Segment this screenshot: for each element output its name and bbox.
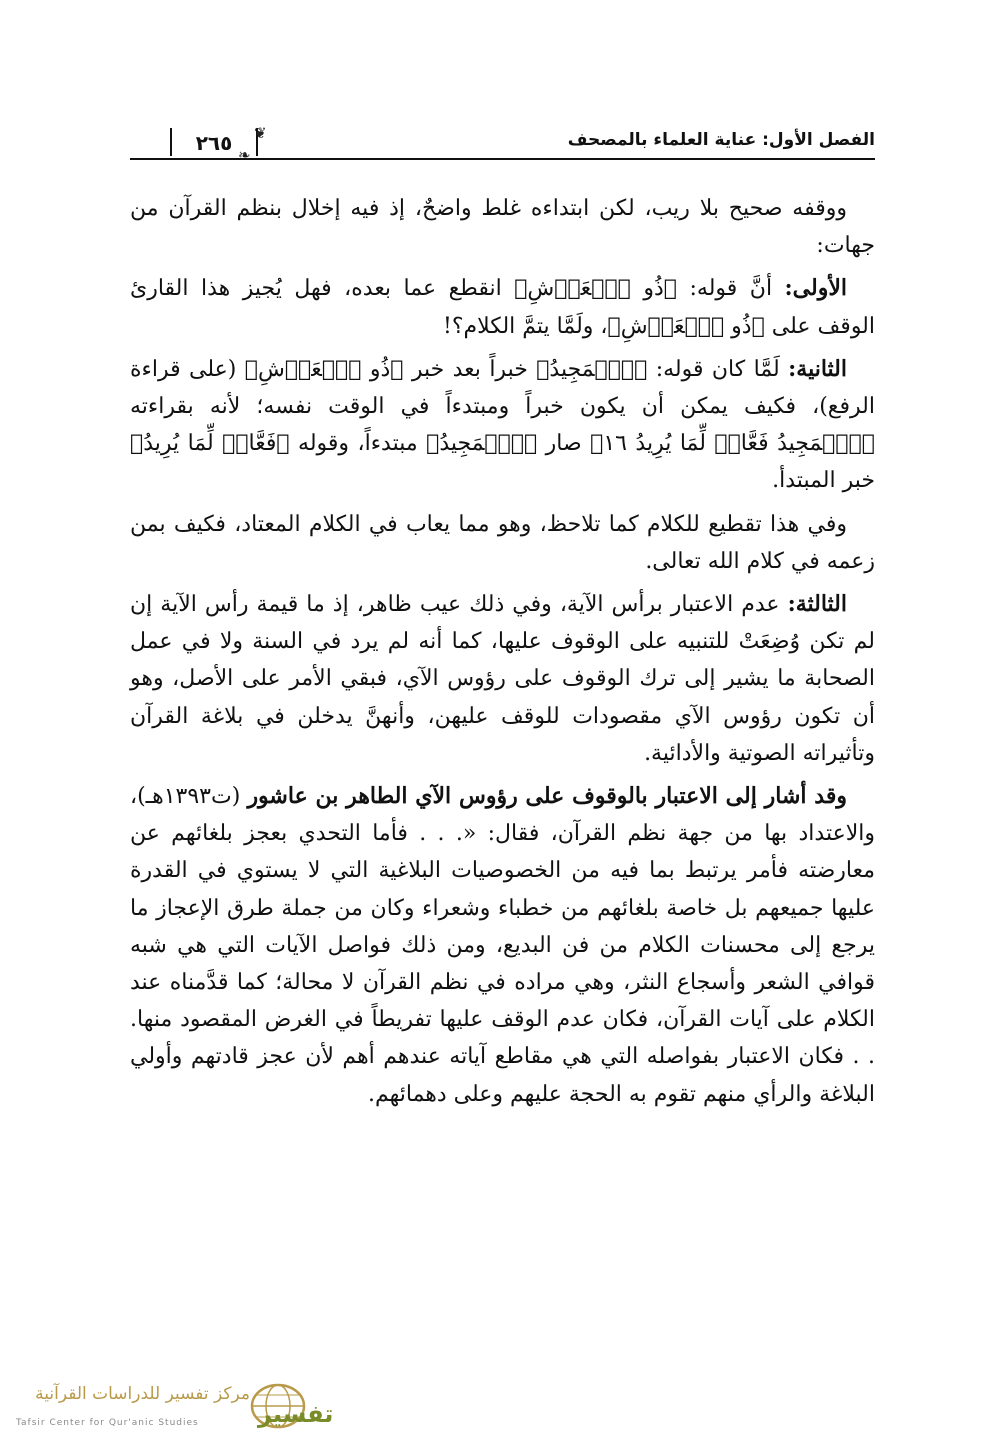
paragraph [130,270,875,344]
publisher-logo [10,1378,340,1442]
paragraph [130,351,875,500]
paragraph-lead: الثالثة: [787,591,847,618]
page-header [130,118,875,170]
paragraph-lead: الثانية: [788,355,847,382]
paragraph [130,778,875,1113]
body-text [130,190,875,1119]
paragraph [130,506,875,580]
paragraph-text: أنَّ قوله: ﴿ذُو ٱلۡعَرۡشِ﴾ انقطع عما بعده، فهل يُجيز هذا القارئ الوقف على ﴿ذُو ٱلۡعَرۡشِ﴾، ولَمَّا يتمَّ الكلام؟! [130,276,875,339]
paragraph [130,586,875,772]
paragraph-text: ووقفه صحيح بلا ريب، لكن ابتداءه غلط واضحٌ، إذ فيه إخلال بنظم القرآن من جهات: [130,196,875,259]
logo-arabic-name: مركز تفسير للدراسات القرآنية [35,1384,250,1404]
paragraph [130,190,875,264]
chapter-title: الفصل الأول: عناية العلماء بالمصحف [567,130,875,150]
page-number-frame [160,122,278,164]
floral-ornament-icon: ❦ [254,124,267,142]
paragraph-lead: الأولى: [784,275,847,302]
paragraph-text: (ت١٣٩٣هـ)، والاعتداد بها من جهة نظم القرآن، فقال: «. . . فأما التحدي بعجز بلغائهم عن معارضته فأمر يرتبط بما فيه من الخصوصيات البلاغية التي لا يستوي في القدرة عليها جميعهم بل خاصة بلغائهم من خطباء وشعراء وكان من جملة طرق الإعجاز ما يرجع إلى محسنات الكلام من فن البديع، ومن ذلك فواصل الآيات التي هي شبه قوافي الشعر وأسجاع النثر، وهي مراده في نظم القرآن لا محالة؛ كما قدَّمناه عند الكلام على آيات القرآن، فكان عدم الوقف عليها تفريطاً في الغرض المقصود منها. . . فكان الاعتبار بفواصله التي هي مقاطع آياته عندهم أهم لأن عجز قادتهم وأولي البلاغة والرأي منهم تقوم به الحجة عليهم وعلى دهمائهم. [130,784,875,1107]
page-number: ٢٦٥ [195,131,233,155]
logo-wordmark: تفسير [258,1400,334,1428]
paragraph-lead: وقد أشار إلى الاعتبار بالوقوف على رؤوس الآي الطاهر بن عاشور [247,783,847,810]
paragraph-text: وفي هذا تقطيع للكلام كما تلاحظ، وهو مما يعاب في الكلام المعتاد، فكيف بمن زعمه في كلام الله تعالى. [130,511,875,574]
paragraph-text: عدم الاعتبار برأس الآية، وفي ذلك عيب ظاهر، إذ ما قيمة رأس الآية إن لم تكن وُضِعَتْ للتنبيه على الوقوف عليها، كما أنه لم يرد في السنة ولا في عمل الصحابة ما يشير إلى ترك الوقوف على رؤوس الآي، فبقي الأمر على الأصل، وهو أن تكون رؤوس الآي مقصودات للوقف عليهن، وأنهنَّ يدخلن في بلاغة القرآن وتأثيراته الصوتية والأدائية. [130,592,875,766]
logo-english-name: Tafsir Center for Qur'anic Studies [16,1418,199,1428]
floral-ornament-icon: ❧ [238,146,251,164]
paragraph-text: لَمَّا كان قوله: ﴿ٱلۡمَجِيدُ﴾ خبراً بعد خبر ﴿ذُو ٱلۡعَرۡشِ﴾ (على قراءة الرفع)، فكيف يمكن أن يكون خبراً ومبتدءاً في الوقت نفسه؛ لأنه بقراءته ﴿ٱلۡمَجِيدُ فَعَّالٞ لِّمَا يُرِيدُ ١٦﴾ صار ﴿ٱلۡمَجِيدُ﴾ مبتدءاً، وقوله ﴿فَعَّالٞ لِّمَا يُرِيدُ﴾ خبر المبتدأ. [130,356,875,494]
header-rule [130,158,875,160]
